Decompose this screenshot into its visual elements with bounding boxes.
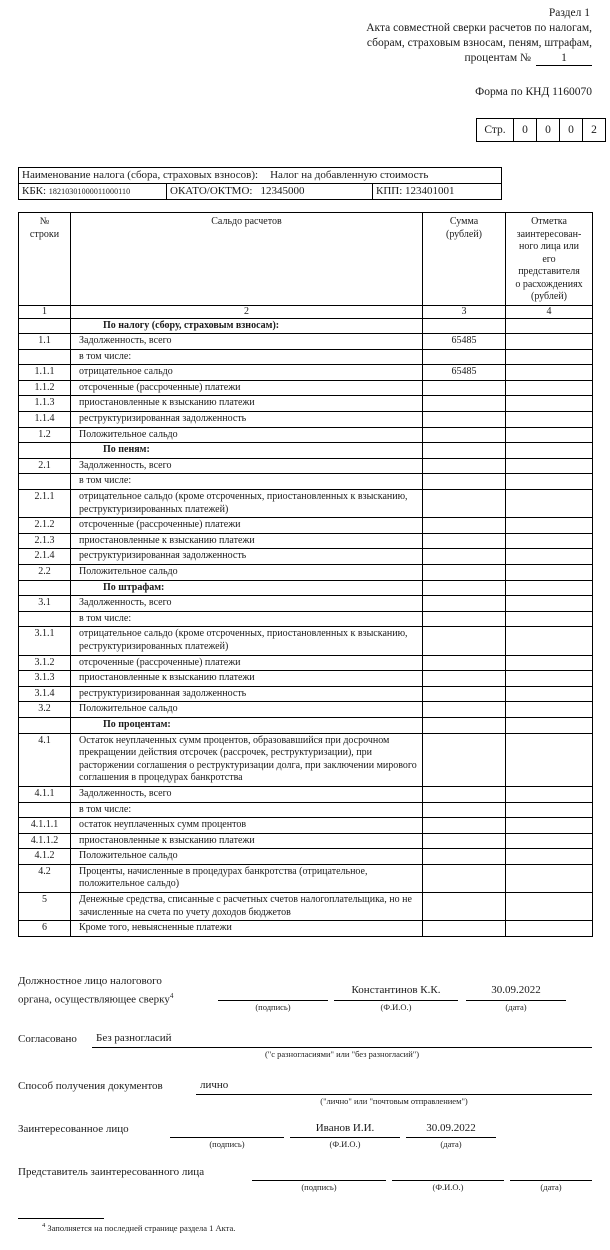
official-fio-caption: (Ф.И.О.) [380, 1002, 412, 1012]
delivery-label: Способ получения документов [18, 1080, 163, 1092]
row-amount-cell[interactable] [423, 549, 506, 565]
row-amount-cell[interactable] [423, 671, 506, 687]
delivery-method-block [18, 1079, 592, 1113]
row-description-cell: Задолженность, всего [71, 786, 423, 802]
row-description-cell: Задолженность, всего [71, 458, 423, 474]
table-row [19, 733, 593, 786]
table-header-row [19, 213, 593, 306]
table-row [19, 802, 593, 818]
row-amount-cell[interactable] [423, 921, 506, 937]
row-amount-cell[interactable] [423, 474, 506, 490]
table-row [19, 565, 593, 581]
row-discrepancy-cell[interactable] [506, 611, 593, 627]
official-label-l2: органа, осуществляющее сверку$^4$ [18, 992, 174, 1006]
row-amount-cell[interactable] [423, 818, 506, 834]
row-group-label-cell: По налогу (сбору, страховым взносам): [71, 318, 423, 334]
table-row [19, 580, 593, 596]
row-number-cell: 2.2 [19, 565, 71, 581]
page-number-label: Стр. [477, 119, 514, 141]
row-number-cell: 4.1 [19, 733, 71, 786]
row-number-cell: 4.1.1.1 [19, 818, 71, 834]
row-discrepancy-cell[interactable] [506, 702, 593, 718]
row-amount-cell[interactable] [423, 490, 506, 518]
row-discrepancy-cell[interactable] [506, 334, 593, 350]
table-row [19, 849, 593, 865]
col-header-row-number-l1: № [39, 216, 50, 227]
table-row [19, 427, 593, 443]
colnum-1: 1 [19, 305, 71, 318]
row-amount-cell[interactable] [423, 702, 506, 718]
col-header-discrepancy-mark [506, 213, 593, 306]
interested-date-value: 30.09.2022 [426, 1122, 476, 1134]
row-discrepancy-cell[interactable] [506, 565, 593, 581]
row-discrepancy-cell[interactable] [506, 349, 593, 365]
official-date-line[interactable] [466, 1000, 566, 1001]
official-name-value: Константинов К.К. [351, 984, 441, 996]
row-number-cell: 1.2 [19, 427, 71, 443]
row-amount-cell[interactable] [423, 443, 506, 459]
tax-codes-row [19, 184, 501, 199]
colnum-2: 2 [71, 305, 423, 318]
row-number-cell: 1.1.2 [19, 380, 71, 396]
row-number-cell: 1.1.3 [19, 396, 71, 412]
kpp-value: 123401001 [405, 185, 455, 197]
representative-fio-caption: (Ф.И.О.) [432, 1182, 464, 1192]
row-discrepancy-cell[interactable] [506, 549, 593, 565]
interested-date-line[interactable] [406, 1137, 496, 1138]
row-discrepancy-cell[interactable] [506, 655, 593, 671]
row-number-cell [19, 717, 71, 733]
row-number-cell [19, 580, 71, 596]
row-discrepancy-cell[interactable] [506, 864, 593, 892]
row-description-cell: отрицательное сальдо [71, 365, 423, 381]
row-description-cell: Задолженность, всего [71, 596, 423, 612]
row-number-cell: 3.1.3 [19, 671, 71, 687]
row-number-cell: 4.2 [19, 864, 71, 892]
row-description-cell: Положительное сальдо [71, 565, 423, 581]
row-discrepancy-cell[interactable] [506, 365, 593, 381]
row-amount-cell[interactable] [423, 733, 506, 786]
row-discrepancy-cell[interactable] [506, 412, 593, 428]
table-row [19, 671, 593, 687]
interested-signature-line[interactable] [170, 1137, 284, 1138]
row-description-cell: Положительное сальдо [71, 849, 423, 865]
row-amount-cell[interactable] [423, 458, 506, 474]
row-discrepancy-cell[interactable] [506, 533, 593, 549]
row-amount-cell[interactable] [423, 396, 506, 412]
row-amount-cell[interactable] [423, 380, 506, 396]
col-header-row-number [19, 213, 71, 306]
row-description-cell: приостановленные к взысканию платежи [71, 533, 423, 549]
table-row [19, 365, 593, 381]
row-discrepancy-cell[interactable] [506, 802, 593, 818]
interested-signature-caption: (подпись) [209, 1139, 245, 1149]
tax-name-row [19, 168, 501, 184]
row-number-cell: 2.1.2 [19, 518, 71, 534]
row-description-cell: в том числе: [71, 474, 423, 490]
col-header-mark-l2: заинтересован- [516, 228, 582, 240]
row-discrepancy-cell[interactable] [506, 717, 593, 733]
tax-identification-box [18, 167, 502, 200]
act-number-row [18, 51, 592, 66]
okato-cell [167, 184, 373, 199]
row-discrepancy-cell[interactable] [506, 733, 593, 786]
page-number-box [476, 118, 606, 142]
row-amount-cell[interactable] [423, 717, 506, 733]
row-discrepancy-cell[interactable] [506, 818, 593, 834]
row-discrepancy-cell[interactable] [506, 458, 593, 474]
row-amount-cell[interactable] [423, 655, 506, 671]
official-date-caption: (дата) [505, 1002, 527, 1012]
row-amount-cell[interactable] [423, 349, 506, 365]
row-discrepancy-cell[interactable] [506, 443, 593, 459]
row-description-cell: Кроме того, невыясненные платежи [71, 921, 423, 937]
footnote-marker: 4 [42, 1222, 46, 1229]
row-discrepancy-cell[interactable] [506, 671, 593, 687]
table-row [19, 380, 593, 396]
representative-block [18, 1165, 592, 1199]
tax-name-label: Наименование налога (сбора, страховых взносов): [22, 169, 259, 181]
interested-name-line[interactable] [290, 1137, 400, 1138]
col-header-mark-l1: Отметка [531, 216, 567, 227]
row-number-cell: 3.1.1 [19, 627, 71, 655]
row-number-cell: 1.1.4 [19, 412, 71, 428]
col-header-mark-l5: представителя [518, 266, 580, 277]
row-number-cell: 4.1.1 [19, 786, 71, 802]
table-row [19, 833, 593, 849]
table-row [19, 921, 593, 937]
interested-fio-caption: (Ф.И.О.) [329, 1139, 361, 1149]
row-number-cell: 6 [19, 921, 71, 937]
interested-label: Заинтересованное лицо [18, 1123, 129, 1135]
kpp-cell [373, 184, 501, 199]
table-row [19, 458, 593, 474]
row-amount-cell[interactable] [423, 611, 506, 627]
row-amount-cell[interactable]: 65485 [423, 365, 506, 381]
row-amount-cell[interactable] [423, 427, 506, 443]
official-signature-line[interactable] [218, 1000, 328, 1001]
agreement-block [18, 1032, 592, 1066]
row-description-cell: реструктуризированная задолженность [71, 549, 423, 565]
row-discrepancy-cell[interactable] [506, 849, 593, 865]
row-number-cell: 1.1 [19, 334, 71, 350]
table-row [19, 702, 593, 718]
kbk-cell [19, 184, 167, 199]
settlement-balance-table [18, 212, 593, 937]
table-row [19, 655, 593, 671]
table-body [19, 318, 593, 936]
row-group-label-cell: По пеням: [71, 443, 423, 459]
official-row [18, 974, 592, 1020]
table-column-numbers-row [19, 305, 593, 318]
col-header-mark-l7: (рублей) [530, 291, 567, 302]
row-description-cell: в том числе: [71, 611, 423, 627]
row-amount-cell[interactable] [423, 518, 506, 534]
row-number-cell: 4.1.1.2 [19, 833, 71, 849]
row-description-cell: Проценты, начисленные в процедурах банкротства (отрицательное, положительное сальдо) [71, 864, 423, 892]
table-row [19, 490, 593, 518]
row-amount-cell[interactable] [423, 627, 506, 655]
official-footnote-marker: 4 [169, 992, 174, 1000]
row-discrepancy-cell[interactable] [506, 490, 593, 518]
row-number-cell: 2.1 [19, 458, 71, 474]
table-row [19, 412, 593, 428]
delivery-row [18, 1079, 592, 1113]
representative-name-line[interactable] [392, 1180, 504, 1181]
col-header-amount [423, 213, 506, 306]
title-line-1: Акта совместной сверки расчетов по налогам, [366, 22, 592, 34]
row-amount-cell[interactable]: 65485 [423, 334, 506, 350]
row-discrepancy-cell[interactable] [506, 518, 593, 534]
row-number-cell [19, 349, 71, 365]
row-discrepancy-cell[interactable] [506, 396, 593, 412]
row-number-cell: 3.1 [19, 596, 71, 612]
delivery-line[interactable] [196, 1094, 592, 1095]
row-number-cell: 1.1.1 [19, 365, 71, 381]
delivery-hint: ("лично" или "почтовым отправлением") [320, 1096, 468, 1106]
row-discrepancy-cell[interactable] [506, 318, 593, 334]
representative-row [18, 1165, 592, 1199]
interested-row [18, 1122, 592, 1156]
row-amount-cell[interactable] [423, 318, 506, 334]
row-amount-cell[interactable] [423, 533, 506, 549]
row-discrepancy-cell[interactable] [506, 786, 593, 802]
col-header-mark-l6: о расхождениях [515, 278, 583, 290]
row-discrepancy-cell[interactable] [506, 921, 593, 937]
row-amount-cell[interactable] [423, 412, 506, 428]
table-row [19, 717, 593, 733]
tax-name-value: Налог на добавленную стоимость [270, 169, 429, 181]
document-heading [18, 6, 592, 66]
row-number-cell [19, 474, 71, 490]
table-row [19, 627, 593, 655]
section-label: Раздел 1 [548, 7, 590, 19]
row-number-cell: 2.1.4 [19, 549, 71, 565]
row-number-cell [19, 611, 71, 627]
row-discrepancy-cell[interactable] [506, 833, 593, 849]
interested-person-block [18, 1122, 592, 1156]
row-discrepancy-cell[interactable] [506, 596, 593, 612]
agreement-row [18, 1032, 592, 1066]
row-description-cell: отсроченные (рассроченные) платежи [71, 518, 423, 534]
row-description-cell: приостановленные к взысканию платежи [71, 833, 423, 849]
col-header-mark-l4: его [542, 253, 556, 265]
delivery-value: лично [200, 1079, 229, 1091]
row-discrepancy-cell[interactable] [506, 580, 593, 596]
footnote-text: Заполняется на последней странице раздела 1 Акта. [47, 1222, 236, 1233]
colnum-4: 4 [506, 305, 593, 318]
row-description-cell: реструктуризированная задолженность [71, 412, 423, 428]
row-number-cell: 3.2 [19, 702, 71, 718]
okato-value: 12345000 [260, 185, 305, 197]
row-number-cell: 4.1.2 [19, 849, 71, 865]
row-number-cell: 3.1.4 [19, 686, 71, 702]
row-description-cell: в том числе: [71, 802, 423, 818]
row-description-cell: приостановленные к взысканию платежи [71, 671, 423, 687]
table-row [19, 818, 593, 834]
footnote [42, 1222, 235, 1233]
title-line-2: сборам, страховым взносам, пеням, штрафам, [366, 37, 592, 49]
col-header-balance: Сальдо расчетов [71, 213, 423, 306]
row-amount-cell[interactable] [423, 802, 506, 818]
row-amount-cell[interactable] [423, 849, 506, 865]
representative-label: Представитель заинтересованного лица [18, 1166, 205, 1178]
row-description-cell: отсроченные (рассроченные) платежи [71, 655, 423, 671]
table-row [19, 349, 593, 365]
table-row [19, 443, 593, 459]
row-description-cell: отрицательное сальдо (кроме отсроченных, приостановленных к взысканию, реструктуризированных платежей) [71, 627, 423, 655]
row-amount-cell[interactable] [423, 580, 506, 596]
agreement-hint: ("с разногласиями" или "без разногласий") [264, 1049, 420, 1059]
row-description-cell: остаток неуплаченных сумм процентов [71, 818, 423, 834]
row-description-cell: Денежные средства, списанные с расчетных счетов налогоплательщика, но не зачисленные на счета по учету доходов бюджетов [71, 893, 423, 921]
form-code: Форма по КНД 1160070 [475, 86, 592, 98]
official-signature-block [18, 974, 592, 1020]
table-row [19, 396, 593, 412]
row-description-cell: приостановленные к взысканию платежи [71, 396, 423, 412]
kpp-label: КПП: [376, 185, 403, 197]
row-number-cell: 2.1.1 [19, 490, 71, 518]
row-number-cell: 2.1.3 [19, 533, 71, 549]
row-amount-cell[interactable] [423, 596, 506, 612]
row-group-label-cell: По процентам: [71, 717, 423, 733]
col-header-amount-l1: Сумма [449, 216, 479, 227]
row-description-cell: отсроченные (рассроченные) платежи [71, 380, 423, 396]
row-amount-cell[interactable] [423, 864, 506, 892]
representative-signature-line[interactable] [252, 1180, 386, 1181]
row-discrepancy-cell[interactable] [506, 686, 593, 702]
representative-date-line[interactable] [510, 1180, 592, 1181]
row-amount-cell[interactable] [423, 893, 506, 921]
row-discrepancy-cell[interactable] [506, 380, 593, 396]
page-digit-1: 0 [514, 119, 537, 141]
table-row [19, 596, 593, 612]
kbk-label: КБК: [22, 185, 47, 197]
table-row [19, 786, 593, 802]
col-header-row-number-l2: строки [29, 228, 60, 240]
official-date-value: 30.09.2022 [491, 984, 541, 996]
table-row [19, 334, 593, 350]
row-description-cell: Положительное сальдо [71, 427, 423, 443]
row-amount-cell[interactable] [423, 833, 506, 849]
row-discrepancy-cell[interactable] [506, 474, 593, 490]
row-number-cell: 3.1.2 [19, 655, 71, 671]
agreement-label: Согласовано [18, 1033, 77, 1045]
official-label-l1: Должностное лицо налогового [18, 975, 162, 987]
row-discrepancy-cell[interactable] [506, 427, 593, 443]
row-discrepancy-cell[interactable] [506, 627, 593, 655]
colnum-3: 3 [423, 305, 506, 318]
act-number-label: процентам № [464, 52, 531, 64]
table-row [19, 893, 593, 921]
official-signature-caption: (подпись) [255, 1002, 291, 1012]
row-number-cell [19, 802, 71, 818]
row-amount-cell[interactable] [423, 565, 506, 581]
row-amount-cell[interactable] [423, 686, 506, 702]
page-digit-2: 0 [537, 119, 560, 141]
row-number-cell [19, 318, 71, 334]
row-number-cell: 5 [19, 893, 71, 921]
interested-date-caption: (дата) [440, 1139, 462, 1149]
table-row [19, 533, 593, 549]
row-discrepancy-cell[interactable] [506, 893, 593, 921]
agreement-value: Без разногласий [96, 1032, 172, 1044]
col-header-amount-l2: (рублей) [445, 228, 482, 240]
table-row [19, 686, 593, 702]
table-row [19, 518, 593, 534]
footnote-rule [18, 1218, 104, 1219]
okato-label: ОКАТО/ОКТМО: [170, 185, 253, 197]
agreement-line[interactable] [92, 1047, 592, 1048]
page-digit-4: 2 [591, 124, 597, 136]
representative-date-caption: (дата) [540, 1182, 562, 1192]
row-number-cell [19, 443, 71, 459]
row-description-cell: реструктуризированная задолженность [71, 686, 423, 702]
table-row [19, 611, 593, 627]
interested-name-value: Иванов И.И. [315, 1122, 375, 1134]
row-amount-cell[interactable] [423, 786, 506, 802]
row-description-cell: Положительное сальдо [71, 702, 423, 718]
table-row [19, 549, 593, 565]
table-row [19, 864, 593, 892]
row-description-cell: отрицательное сальдо (кроме отсроченных, приостановленных к взысканию, реструктуризированных платежей) [71, 490, 423, 518]
representative-signature-caption: (подпись) [301, 1182, 337, 1192]
kbk-value: 18210301000011000110 [48, 187, 131, 196]
row-description-cell: Остаток неуплаченных сумм процентов, образовавшийся при досрочном прекращении действия отсрочек (рассрочек, реструктуризации), при расторжении соглашения о реструктуризации долга, при заключении мирового соглашения в процедурах банкротства [71, 733, 423, 786]
table-row [19, 474, 593, 490]
row-description-cell: в том числе: [71, 349, 423, 365]
act-number-value: 1 [536, 51, 592, 66]
table-row [19, 318, 593, 334]
col-header-mark-l3: ного лица или [518, 241, 580, 252]
page-digit-3: 0 [560, 119, 583, 141]
row-group-label-cell: По штрафам: [71, 580, 423, 596]
row-description-cell: Задолженность, всего [71, 334, 423, 350]
official-name-line[interactable] [334, 1000, 458, 1001]
